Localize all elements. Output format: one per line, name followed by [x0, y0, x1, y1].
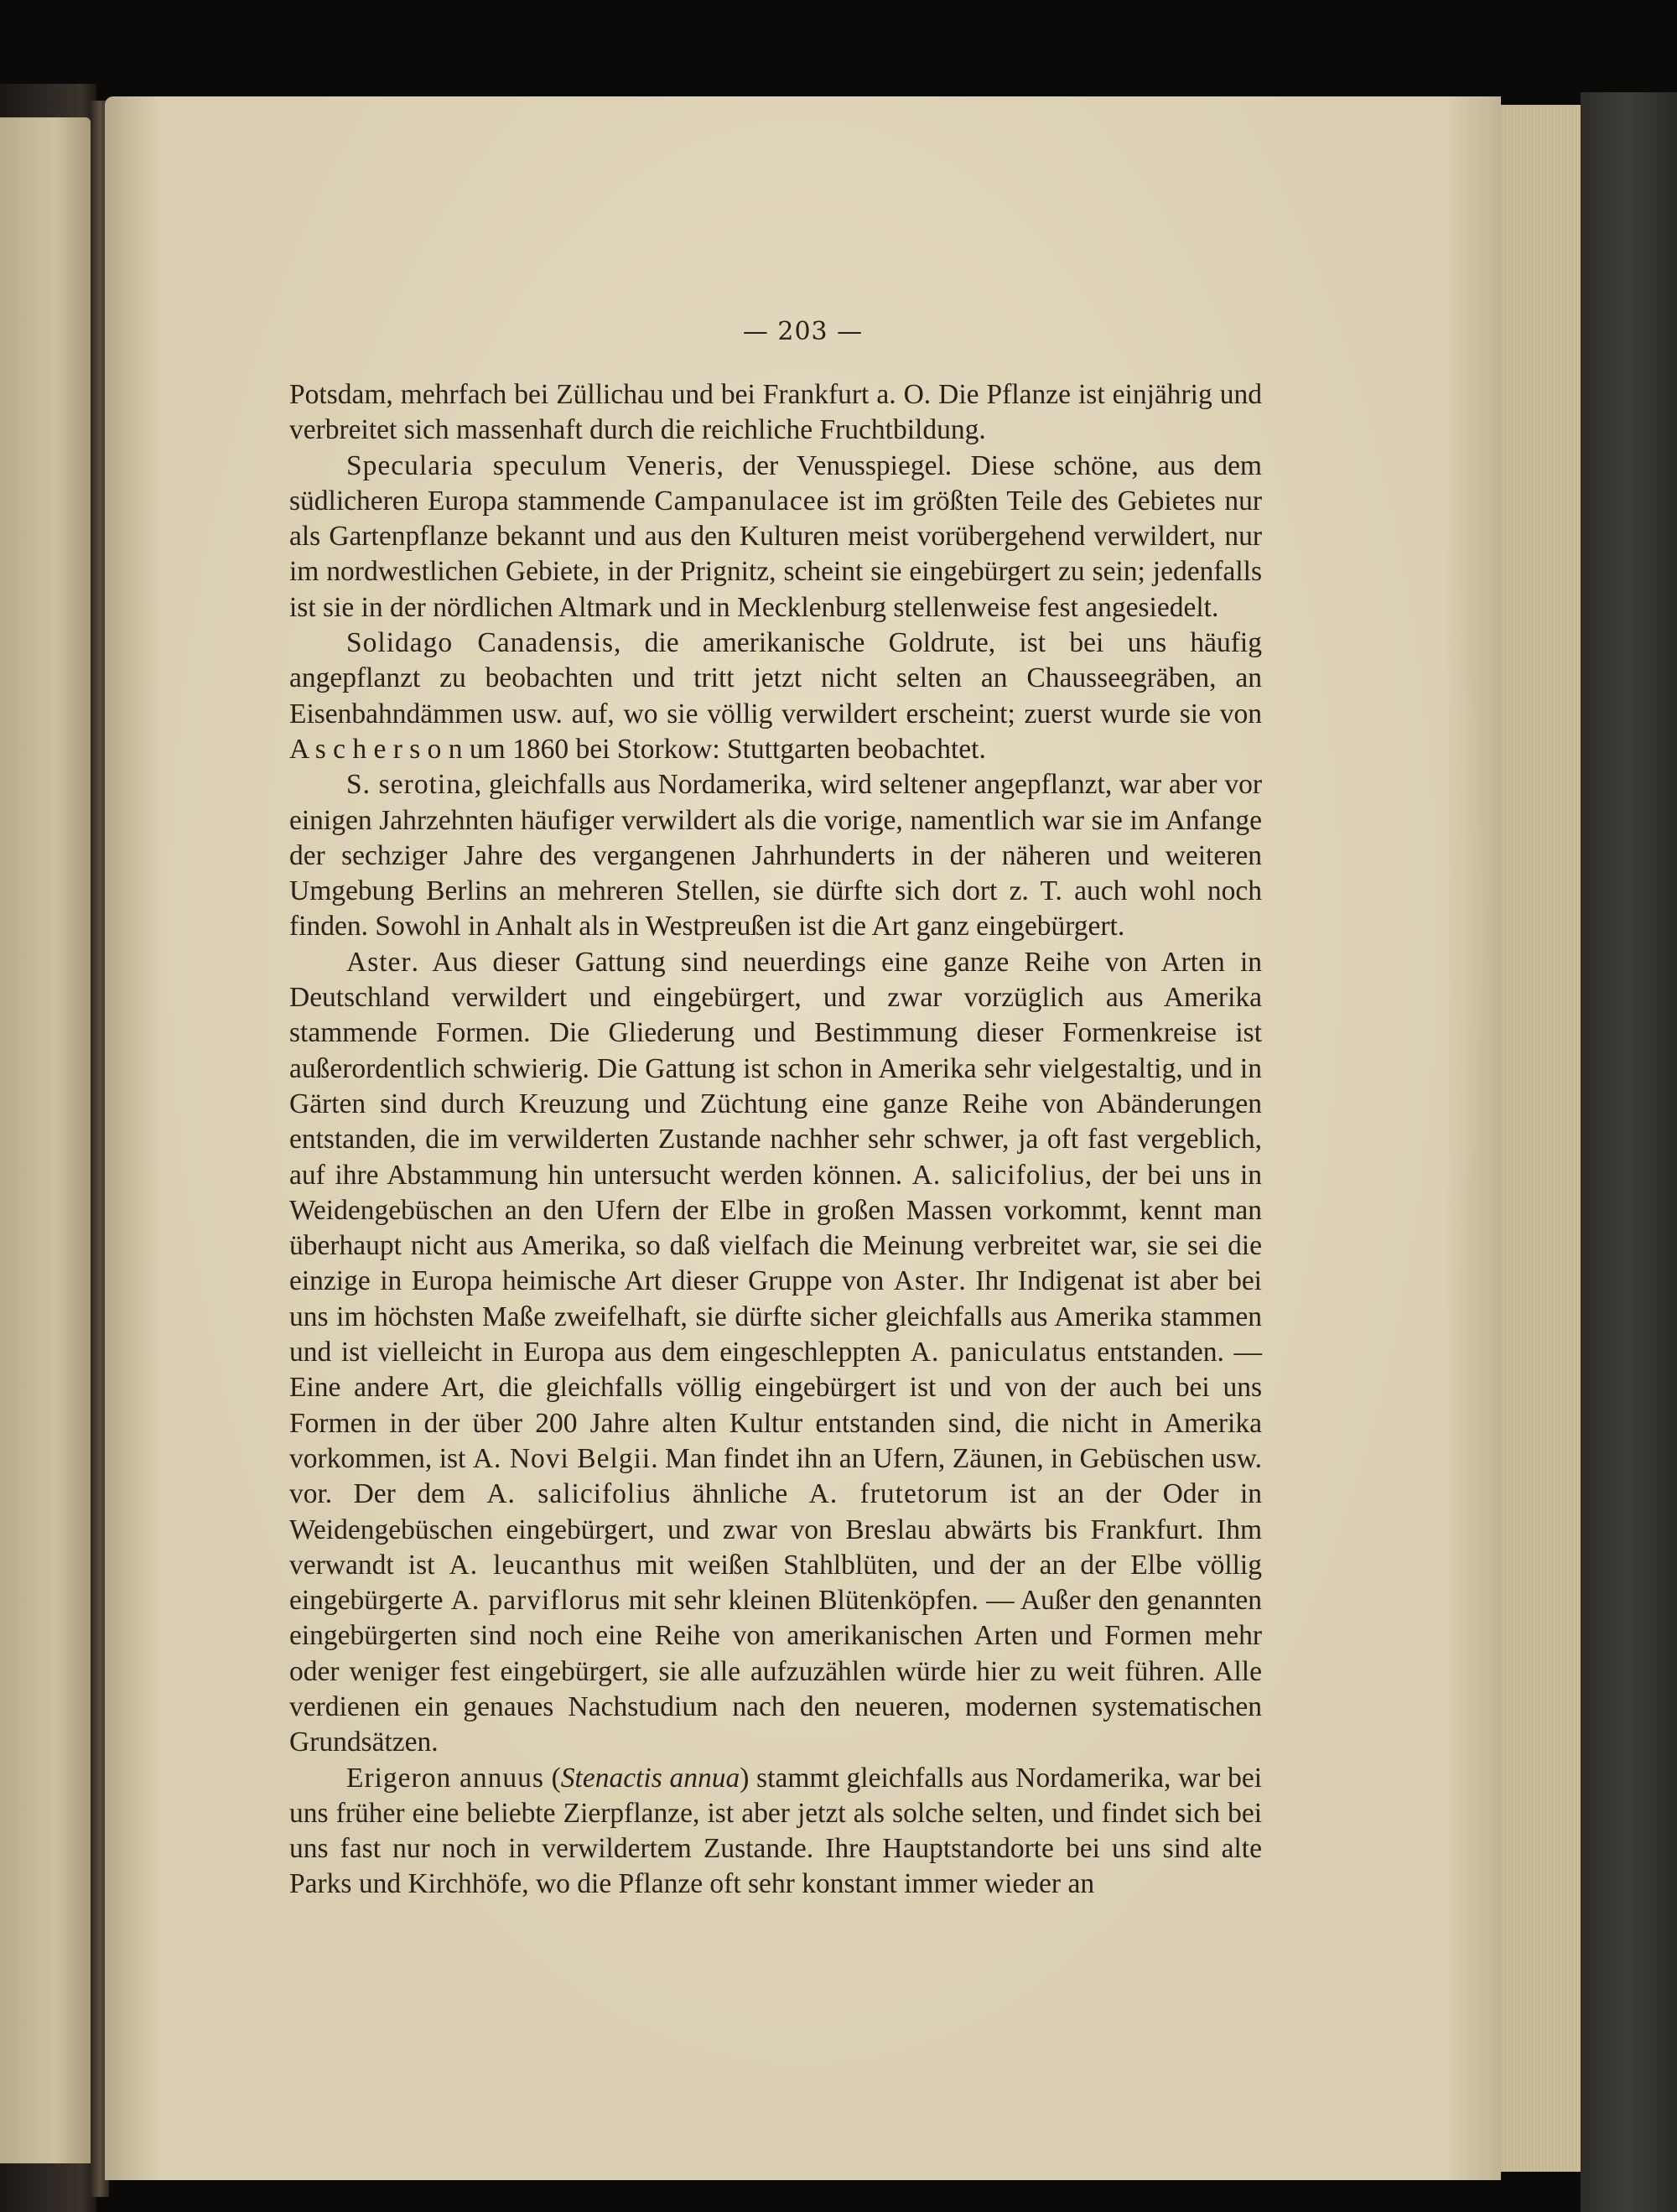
text-segment: ähnliche	[671, 1478, 809, 1510]
species-name: Campanulacee	[654, 485, 830, 517]
paragraph	[289, 449, 1262, 626]
species-name: Erigeron annuus	[346, 1762, 544, 1794]
text-segment: Potsdam, mehrfach bei Züllichau und bei Frankfurt a. O. Die Pflanze ist einjährig und verbreitet sich massenhaft durch die reichliche Fruchtbildung.	[289, 379, 1262, 446]
text-segment: , der bei uns in Weidengebüschen an den Ufern der Elbe in großen Massen vorkommt, kennt man überhaupt nicht aus Amerika, so daß vielfach die Meinung verbreitet war, sie sei die einzige in Europa heimische Art dieser Gruppe von	[289, 1159, 1263, 1297]
text-segment: (	[543, 1762, 561, 1794]
species-name: A. paniculatus	[910, 1337, 1088, 1368]
species-name: A. Novi Belgii	[472, 1442, 652, 1474]
species-name: Specularia speculum Veneris	[346, 449, 717, 481]
text-segment: mit weißen Stahlblüten, und der an der Elbe völlig eingebürgerte	[289, 1549, 1262, 1617]
text-segment: , gleichfalls aus Nordamerika, wird seltener angepflanzt, war aber vor einigen Jahrzehnten häufiger verwildert als die vorige, namentlich war sie im Anfange der sechziger Jahre des vergangenen Jahrhunderts in der näheren und weiteren Umgebung Berlins an mehreren Stellen, sie dürfte sich dort z. T. auch wohl noch finden. Sowohl in Anhalt als in Westpreußen ist die Art ganz eingebürgert.	[289, 769, 1262, 942]
text-segment: entstanden. — Eine andere Art, die gleichfalls völlig eingebürgert ist und von der auch bei uns Formen in der über 200 Jahre alten Kultur entstanden sind, die nicht in Amerika vorkommen, ist	[289, 1337, 1262, 1474]
paragraph	[289, 377, 1262, 449]
facing-page-edge	[0, 117, 91, 2163]
paragraph	[289, 767, 1262, 944]
text-segment: . Man findet ihn an Ufern, Zäunen, in Gebüschen usw. vor. Der dem	[289, 1442, 1262, 1510]
text-segment: , die amerikanische Goldrute, ist bei uns häufig angepflanzt zu beobachten und tritt jetzt nicht selten an Chausseegräben, an Eisenbahndämmen usw. auf, wo sie völlig verwildert erscheint; zuerst wurde sie von A s c h e r s o n um 1860 bei Storkow: Stuttgarten beobachtet.	[289, 627, 1262, 765]
text-segment: ist im größten Teile des Gebietes nur als Gartenpflanze bekannt und aus den Kulturen meist vorübergehend verwildert, nur im nordwestlichen Gebiete, in der Prignitz, scheint sie eingebürgert zu sein; jedenfalls ist sie in der nördlichen Altmark und in Mecklenburg stellenweise fest angesiedelt.	[289, 485, 1262, 623]
page-stack-edges	[1501, 105, 1581, 2172]
species-name: A. salicifolius	[911, 1159, 1085, 1191]
text-segment: . Aus dieser Gattung sind neuerdings eine ganze Reihe von Arten in Deutschland verwildert und eingebürgert, und zwar vorzüglich aus Amerika stammende Formen. Die Gliederung und Bestimmung dieser Formenkreise ist außerordentlich schwierig. Die Gattung ist schon in Amerika sehr vielgestaltig, und in Gärten sind durch Kreuzung und Züchtung eine ganze Reihe von Abänderungen entstanden, die im verwilderten Zustande nachher sehr schwer, ja oft fast vergeblich, auf ihre Abstammung hin untersucht werden können.	[289, 946, 1262, 1191]
species-name: Aster	[893, 1265, 959, 1297]
species-name: A. leucanthus	[449, 1549, 622, 1581]
paragraph	[289, 945, 1262, 1761]
species-name: Aster	[346, 946, 412, 978]
text-segment: mit sehr kleinen Blütenköpfen. — Außer den genannten eingebürgerten sind noch eine Reihe von amerikanischen Arten und Formen mehr oder weniger fest eingebürgert, sie alle aufzuzählen würde hier zu weit führen. Alle verdienen ein genaues Nachstudium nach den neueren, modernen systematischen Grundsätzen.	[289, 1585, 1263, 1758]
text-segment: . Ihr Indigenat ist aber bei uns im höchsten Maße zweifelhaft, sie dürfte sicher gleichfalls aus Amerika stammen und ist vielleicht in Europa aus dem eingeschleppten	[289, 1265, 1262, 1368]
book-cover-right	[1581, 92, 1677, 2212]
species-name: A. parviflorus	[450, 1585, 621, 1617]
species-name: A. salicifolius	[486, 1478, 672, 1510]
paragraph	[289, 1761, 1262, 1903]
page-body-text	[289, 377, 1262, 1903]
text-segment: ist an der Oder in Weidengebüschen eingebürgert, und zwar von Breslau abwärts bis Frankfurt. Ihm verwandt ist	[289, 1478, 1263, 1581]
species-name: Solidago Canadensis	[346, 627, 614, 659]
text-segment: , der Venusspiegel. Diese schöne, aus dem südlicheren Europa stammende	[289, 449, 1262, 517]
text-segment: ) stammt gleichfalls aus Nordamerika, war bei uns früher eine beliebte Zierpflanze, ist aber jetzt als solche selten, und findet sich bei uns fast nur noch in verwildertem Zustande. Ihre Hauptstandorte bei uns sind alte Parks und Kirchhöfe, wo die Pflanze oft sehr konstant immer wieder an	[289, 1762, 1263, 1900]
paragraph	[289, 626, 1262, 767]
page-number: — 203 —	[742, 317, 864, 346]
italic-text: Stenactis annua	[560, 1762, 740, 1794]
species-name: A. frutetorum	[808, 1478, 989, 1510]
species-name: S. serotina	[346, 769, 475, 801]
